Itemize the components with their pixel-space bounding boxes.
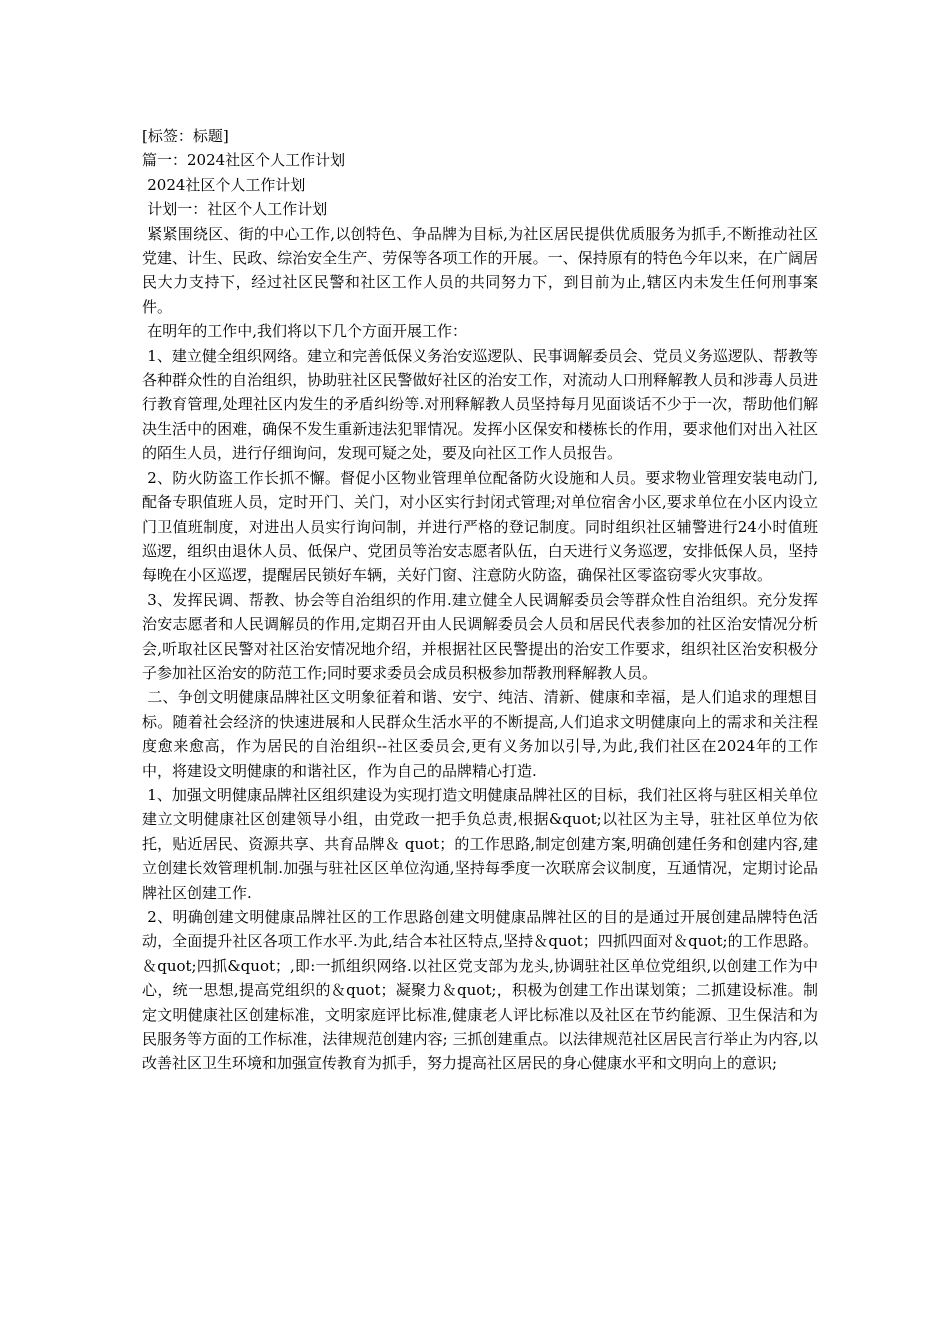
document-paragraph: 篇一：2024社区个人工作计划	[142, 151, 346, 170]
document-paragraph: 2、明确创建文明健康品牌社区的工作思路创建文明健康品牌社区的目的是通过开展创建品牌特色活动，全面提升社区各项工作水平.为此,结合本社区特点,坚持＆quot；四抓四面对＆quot;的工作思路。＆quot;四抓&quot；,即:一抓组织网络.以社区党支部为龙头,协调驻社区单位党组织,以创建工作为中心，统一思想,提高党组织的＆quot；凝聚力＆quot;，积极为创建工作出谋划策；二抓建设标准。制定文明健康社区创建标准，文明家庭评比标准,健康老人评比标准以及社区在节约能源、卫生保洁和为民服务等方面的工作标准，法律规范创建内容; 三抓创建重点。以法律规范社区居民言行举止为内容,以改善社区卫生环境和加强宣传教育为抓手，努力提高社区居民的身心健康水平和文明向上的意识;	[142, 908, 818, 1073]
document-paragraph: 1、加强文明健康品牌社区组织建设为实现打造文明健康品牌社区的目标，我们社区将与驻区相关单位建立文明健康社区创建领导小组，由党政一把手负总责,根据&quot;以社区为主导，驻社区单位为依托，贴近居民、资源共享、共育品牌＆ quot；的工作思路,制定创建方案,明确创建任务和创建内容,建立创建长效管理机制.加强与驻社区区单位沟通,坚持每季度一次联席会议制度，互通情况，定期讨论品牌社区创建工作.	[142, 785, 818, 902]
document-paragraph: [标签：标题]	[142, 127, 229, 145]
document-paragraph: 二、争创文明健康品牌社区文明象征着和谐、安宁、纯洁、清新、健康和幸福，是人们追求的理想目标。随着社会经济的快速进展和人民群众生活水平的不断提高,人们追求文明健康向上的需求和关注程度愈来愈高，作为居民的自治组织--社区委员会,更有义务加以引导,为此,我们社区在2024年的工作中，将建设文明健康的和谐社区，作为自己的品牌精心打造.	[142, 688, 818, 780]
document-paragraph: 1、建立健全组织网络。建立和完善低保义务治安巡逻队、民事调解委员会、党员义务巡逻队、帮教等各种群众性的自治组织，协助驻社区民警做好社区的治安工作，对流动人口刑释解教人员和涉毒人员进行教育管理,处理社区内发生的矛盾纠纷等.对刑释解教人员坚持每月见面谈话不少于一次，帮助他们解决生活中的困难，确保不发生重新违法犯罪情况。发挥小区保安和楼栋长的作用，要求他们对出入社区的陌生人员，进行仔细询问，发现可疑之处，要及向社区工作人员报告。	[142, 346, 818, 463]
document-paragraph: 在明年的工作中,我们将以下几个方面开展工作：	[147, 322, 468, 341]
document-paragraph: 紧紧围绕区、街的中心工作,以创特色、争品牌为目标,为社区居民提供优质服务为抓手,不断推动社区党建、计生、民政、综治安全生产、劳保等各项工作的开展。一、保持原有的特色今年以来，在广阔居民大力支持下，经过社区民警和社区工作人员的共同努力下，到目前为止,辖区内未发生任何刑事案件。	[142, 224, 818, 316]
document-page	[142, 124, 818, 1076]
document-paragraph: 2、防火防盗工作长抓不懈。督促小区物业管理单位配备防火设施和人员。要求物业管理安装电动门,配备专职值班人员，定时开门、关门，对小区实行封闭式管理;对单位宿舍小区,要求单位在小区内设立门卫值班制度，对进出人员实行询问制，并进行严格的登记制度。同时组织社区辅警进行24小时值班巡逻，组织由退休人员、低保户、党团员等治安志愿者队伍，白天进行义务巡逻，安排低保人员，坚持每晚在小区巡逻，提醒居民锁好车辆，关好门窗、注意防火防盗，确保社区零盗窃零火灾事故。	[142, 468, 818, 585]
document-paragraph: 3、发挥民调、帮教、协会等自治组织的作用.建立健全人民调解委员会等群众性自治组织。充分发挥治安志愿者和人民调解员的作用,定期召开由人民调解委员会人员和居民代表参加的社区治安情况分析会,听取社区民警对社区治安情况地介绍，并根据社区民警提出的治安工作要求，组织社区治安积极分子参加社区治安的防范工作;同时要求委员会成员积极参加帮教刑释解教人员。	[142, 590, 818, 682]
document-paragraph: 2024社区个人工作计划	[147, 175, 306, 194]
document-paragraph: 计划一：社区个人工作计划	[147, 200, 328, 219]
